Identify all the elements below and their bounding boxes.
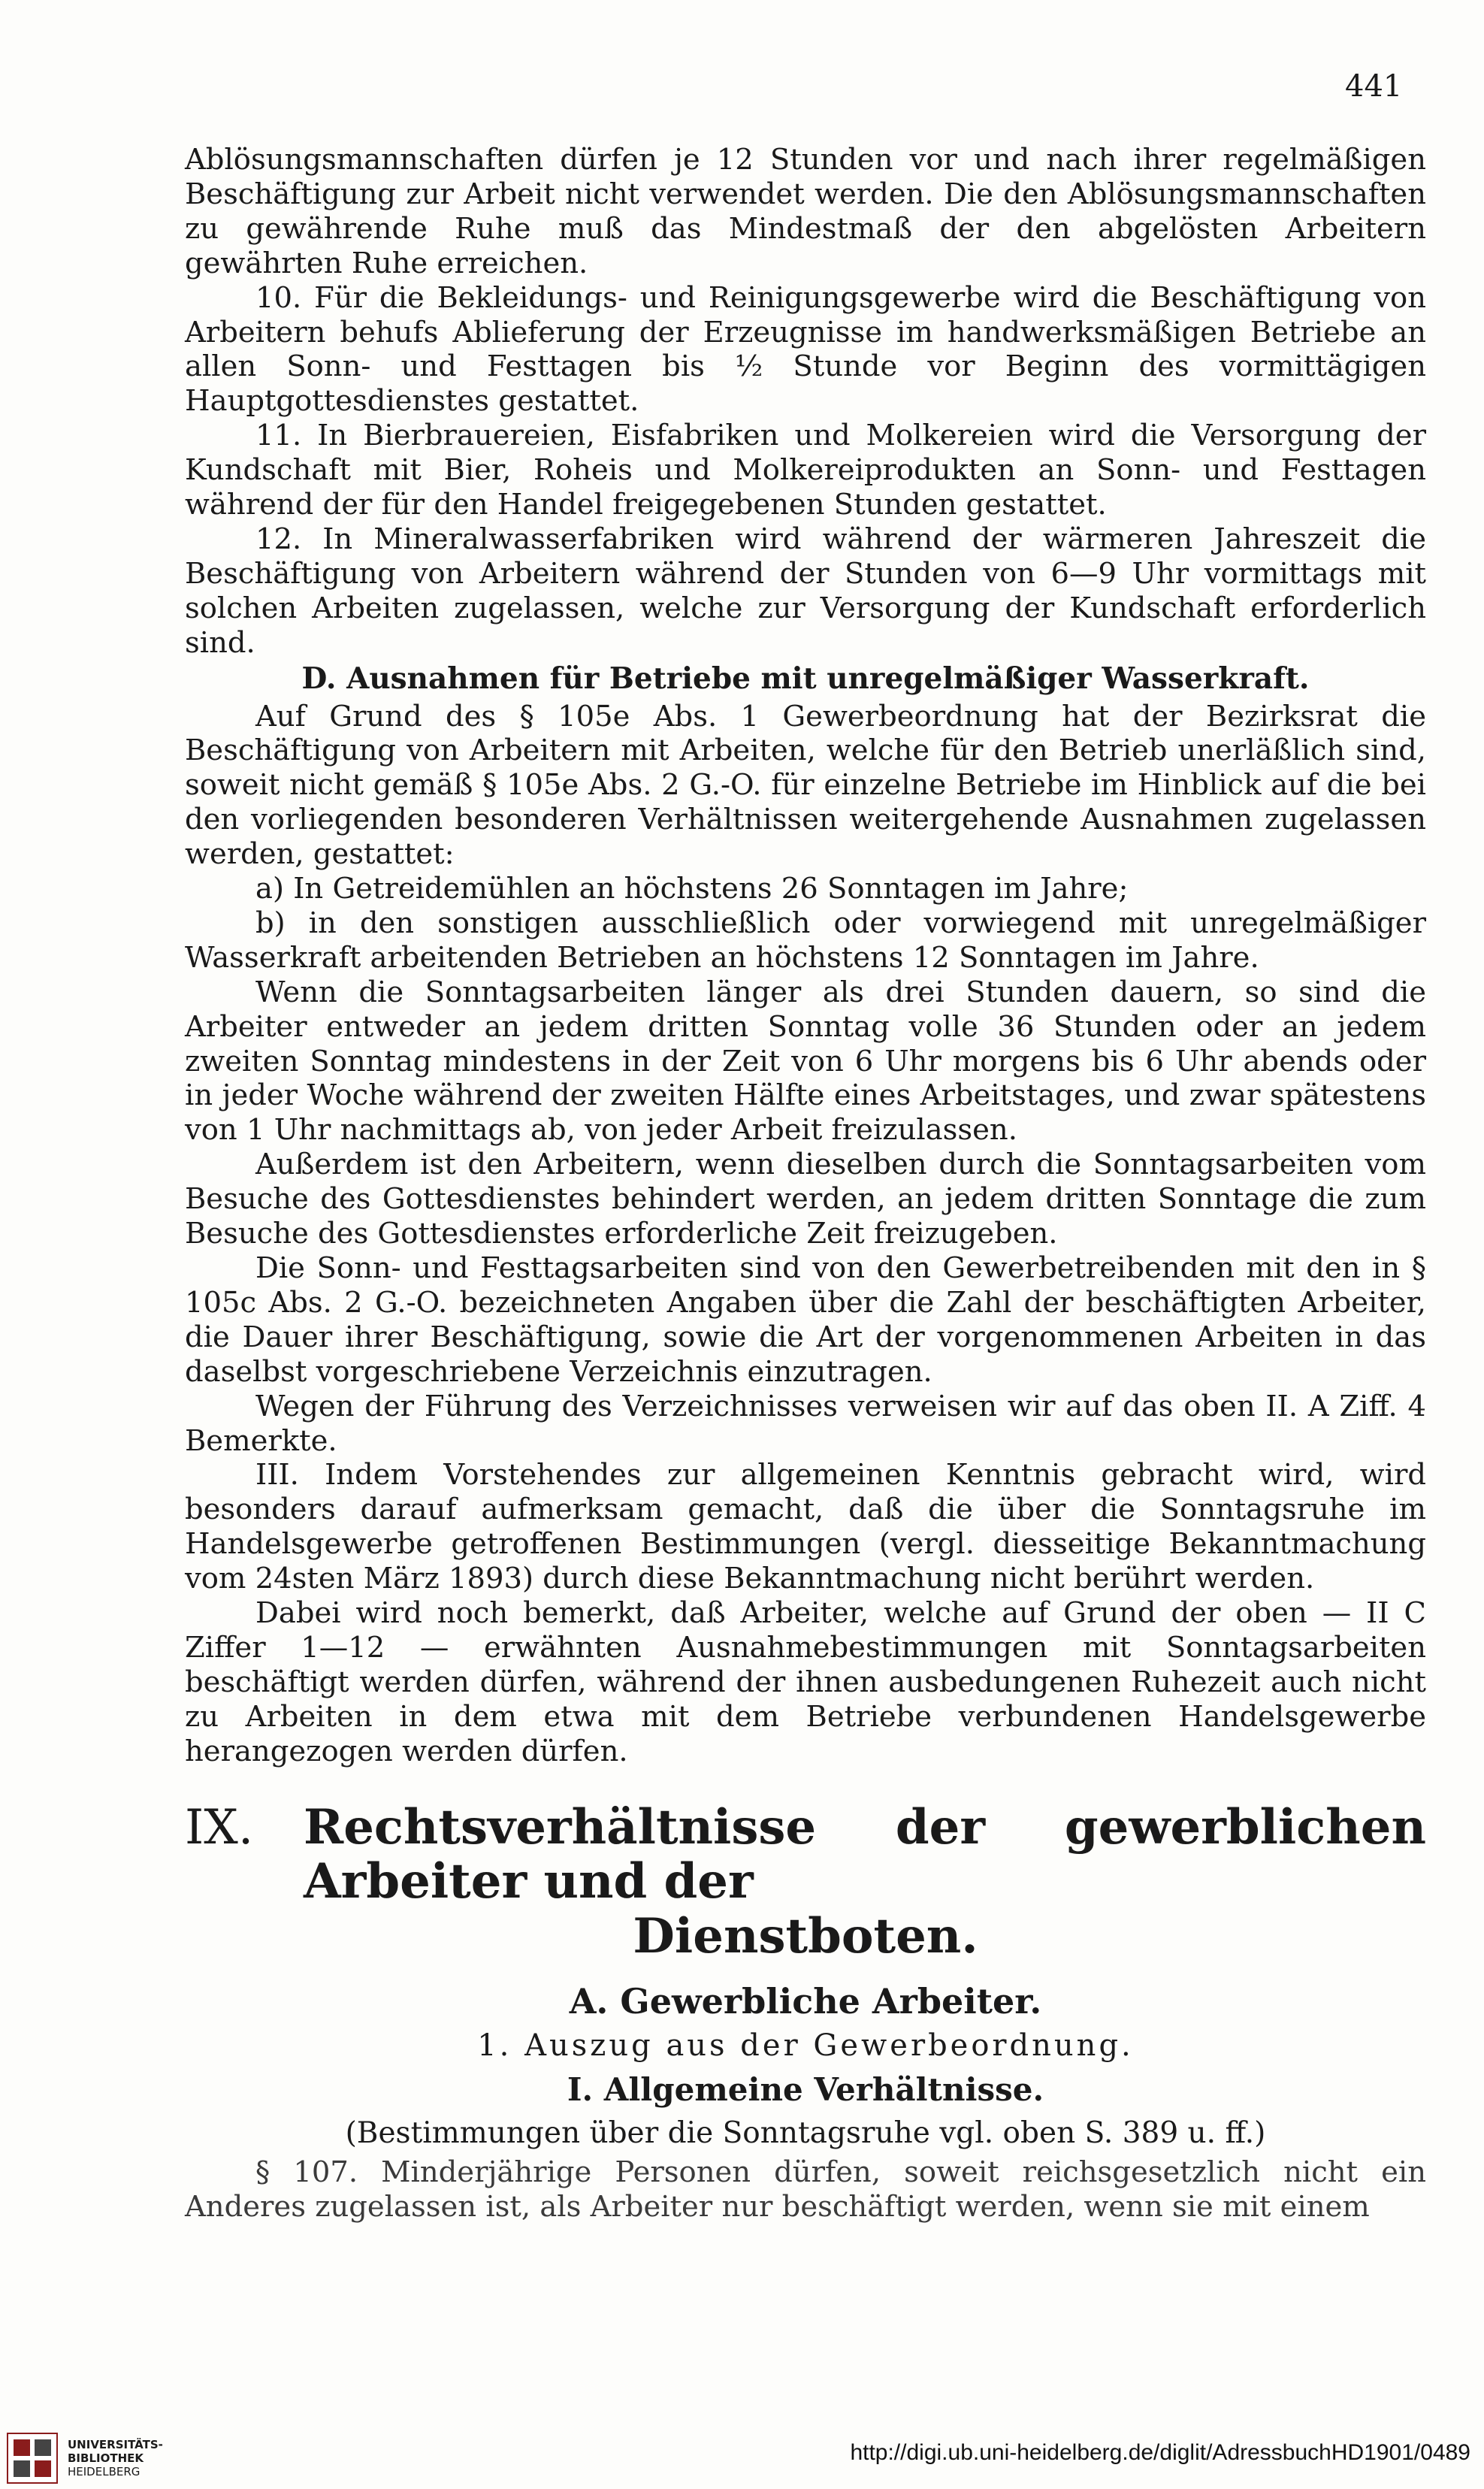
library-logo xyxy=(6,2430,201,2486)
paragraph: Wenn die Sonntagsarbeiten länger als drei Stunden dauern, so sind die Arbeiter entweder an jedem dritten Sonntag volle 36 Stunden oder an jedem zweiten Sonntag mindestens in der Zeit von 6 Uhr morgens bis 6 Uhr abends oder in jeder Woche während der zweiten Hälfte eines Arbeitstages, und zwar spätestens von 1 Uhr nachmittags ab, von jeder Arbeit freizulassen. xyxy=(185,975,1426,1148)
paragraph: 10. Für die Bekleidungs- und Reinigungsgewerbe wird die Beschäftigung von Arbeitern behufs Ablieferung der Erzeugnisse im handwerksmäßigen Betriebe an allen Sonn- und Festtagen bis ½ Stunde vor Beginn des vormittägigen Hauptgottesdienstes gestattet. xyxy=(185,280,1426,419)
subheading-c: I. Allgemeine Verhältnisse. xyxy=(567,2070,1044,2108)
subheading-a: A. Gewerbliche Arbeiter. xyxy=(569,1980,1042,2022)
subheading-d: (Bestimmungen über die Sonntagsruhe vgl. oben S. 389 u. ff.) xyxy=(345,2115,1266,2150)
paragraph: 11. In Bierbrauereien, Eisfabriken und Molkereien wird die Versorgung der Kundschaft mit Bier, Roheis und Molkereiprodukten an Sonn- und Festtagen während der für den Handel freigegebenen Stunden gestattet. xyxy=(185,419,1426,522)
chapter-title-cont: Dienstboten. xyxy=(633,1907,978,1964)
source-url[interactable]: http://digi.ub.uni-heidelberg.de/diglit/AdressbuchHD1901/0489 xyxy=(850,2440,1470,2465)
body-text xyxy=(185,143,1426,2224)
chapter-heading xyxy=(185,1798,1426,1910)
list-item: a) In Getreidemühlen an höchstens 26 Sonntagen im Jahre; xyxy=(255,872,1129,906)
chapter-title: Rechtsverhältnisse der gewerblichen Arbeiter und der xyxy=(304,1798,1426,1910)
paragraph: Auf Grund des § 105e Abs. 1 Gewerbeordnung hat der Bezirksrat die Beschäftigung von Arbeitern mit Arbeiten, welche für den Betrieb unerläßlich sind, soweit nicht gemäß § 105e Abs. 2 G.-O. für einzelne Betriebe im Hinblick auf die bei den vorliegenden besonderen Verhältnissen weitergehende Ausnahmen zugelassen werden, gestattet: xyxy=(185,699,1426,872)
paragraph: Wegen der Führung des Verzeichnisses verweisen wir auf das oben II. A Ziff. 4 Bemerkte. xyxy=(185,1389,1426,1458)
page-number: 441 xyxy=(1345,69,1403,104)
paragraph: III. Indem Vorstehendes zur allgemeinen Kenntnis gebracht wird, wird besonders darauf aufmerksam gemacht, daß die über die Sonntagsruhe im Handelsgewerbe getroffenen Bestimmungen (vergl. diesseitige Bekanntmachung vom 24sten März 1893) durch diese Bekanntmachung nicht berührt werden. xyxy=(185,1458,1426,1596)
paragraph: Außerdem ist den Arbeitern, wenn dieselben durch die Sonntagsarbeiten vom Besuche des Gottesdienstes behindert werden, an jedem dritten Sonntage die zum Besuche des Gottesdienstes erforderliche Zeit freizugeben. xyxy=(185,1148,1426,1251)
footer xyxy=(0,2424,1484,2489)
paragraph: Die Sonn- und Festtagsarbeiten sind von den Gewerbetreibenden mit den in § 105c Abs. 2 G.-O. bezeichneten Angaben über die Zahl der beschäftigten Arbeiter, die Dauer ihrer Beschäftigung, sowie die Art der vorgenommenen Arbeiten in das daselbst vorgeschriebene Verzeichnis einzutragen. xyxy=(185,1251,1426,1389)
logo-line: BIBLIOTHEK xyxy=(68,2451,144,2465)
paragraph: Dabei wird noch bemerkt, daß Arbeiter, welche auf Grund der oben — II C Ziffer 1—12 — erwähnten Ausnahmebestimmungen mit Sonntagsarbeiten beschäftigt werden dürfen, während der ihnen ausbedungenen Ruhezeit auch nicht zu Arbeiten in dem etwa mit dem Betriebe verbundenen Handelsgewerbe herangezogen werden dürfen. xyxy=(185,1596,1426,1768)
logo-text xyxy=(68,2438,163,2478)
list-item: b) in den sonstigen ausschließlich oder vorwiegend mit unregelmäßiger Wasserkraft arbeitenden Betrieben an höchstens 12 Sonntagen im Jahre. xyxy=(185,906,1426,975)
section-d-heading: D. Ausnahmen für Betriebe mit unregelmäßiger Wasserkraft. xyxy=(301,661,1310,696)
paragraph: Ablösungsmannschaften dürfen je 12 Stunden vor und nach ihrer regelmäßigen Beschäftigung zur Arbeit nicht verwendet werden. Die den Ablösungsmannschaften zu gewährende Ruhe muß das Mindestmaß der den abgelösten Arbeitern gewährten Ruhe erreichen. xyxy=(185,143,1426,280)
logo-line: HEIDELBERG xyxy=(68,2464,141,2478)
subheading-b: 1. Auszug aus der Gewerbeordnung. xyxy=(477,2028,1134,2063)
logo-line: UNIVERSITÄTS- xyxy=(68,2437,163,2451)
chapter-number: IX. xyxy=(185,1799,254,1855)
library-seal-icon xyxy=(6,2432,59,2484)
paragraph: 12. In Mineralwasserfabriken wird während der wärmeren Jahreszeit die Beschäftigung von Arbeitern während der Stunden von 6—9 Uhr vormittags mit solchen Arbeiten zugelassen, welche zur Versorgung der Kundschaft erforderlich sind. xyxy=(185,522,1426,660)
paragraph: § 107. Minderjährige Personen dürfen, soweit reichsgesetzlich nicht ein Anderes zugelassen ist, als Arbeiter nur beschäftigt werden, wenn sie mit einem xyxy=(185,2155,1426,2224)
